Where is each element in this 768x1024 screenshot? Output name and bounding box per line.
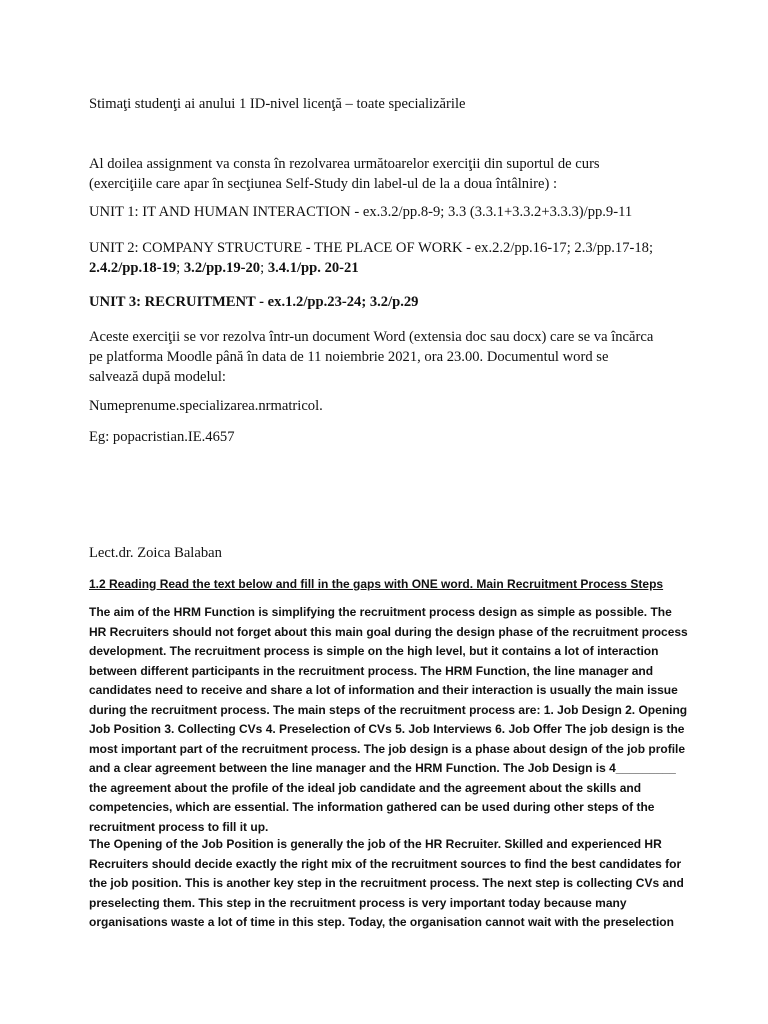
filename-model: Numeprenume.specializarea.nrmatricol.: [89, 398, 323, 414]
paragraph-line: candidates need to receive and share a lot of information and their interaction is usually the main issue: [89, 683, 678, 697]
unit2-separator: ;: [260, 260, 268, 276]
instructions-line: pe platforma Moodle până în data de 11 noiembrie 2021, ora 23.00. Documentul word se: [89, 349, 609, 365]
paragraph-line: the agreement about the profile of the ideal job candidate and the agreement about the skills and: [89, 780, 642, 795]
paragraph-line: organisations waste a lot of time in this step. Today, the organisation cannot wait with the preselection: [89, 915, 674, 929]
unit2-ref: 3.2/pp.19-20: [183, 260, 261, 276]
unit2-line1: UNIT 2: COMPANY STRUCTURE - THE PLACE OF WORK - ex.2.2/pp.16-17; 2.3/pp.17-18;: [89, 240, 654, 256]
paragraph-line: Recruiters should decide exactly the right mix of the recruitment sources to find the best candidates for: [89, 856, 682, 871]
instructions-line: Aceste exerciţii se vor rezolva într-un document Word (extensia doc sau docx) care se va încărca: [89, 329, 654, 345]
intro-paragraph: [89, 154, 689, 194]
instructions-line: salvează după modelul:: [89, 369, 226, 385]
unit3-refs: ex.1.2/pp.23-24; 3.2/p.29: [267, 294, 419, 310]
paragraph-line: competencies, which are essential. The information gathered can be used during other steps of the: [89, 800, 655, 814]
unit3-prefix: UNIT 3: RECRUITMENT -: [89, 294, 268, 310]
exercise-paragraph-1: [89, 603, 689, 837]
paragraph-line: the job position. This is another key step in the recruitment process. The next step is collecting CVs and: [89, 876, 684, 890]
intro-line: Al doilea assignment va consta în rezolvarea următoarelor exerciţii din suportul de curs: [89, 156, 600, 172]
paragraph-line: recruitment process to fill it up.: [89, 819, 269, 834]
unit2-ref: 2.4.2/pp.18-19: [89, 260, 177, 276]
paragraph-line: HR Recruiters should not forget about this main goal during the design phase of the recruitment process: [89, 624, 688, 639]
unit3-line: [89, 292, 689, 312]
paragraph-line: The Opening of the Job Position is generally the job of the HR Recruiter. Skilled and experienced HR: [89, 837, 662, 851]
unit1-line: UNIT 1: IT AND HUMAN INTERACTION - ex.3.2/pp.8-9; 3.3 (3.3.1+3.3.2+3.3.3)/pp.9-11: [89, 204, 633, 220]
exercise-heading: 1.2 Reading Read the text below and fill in the gaps with ONE word. Main Recruitment Process Steps: [89, 577, 664, 591]
paragraph-line: most important part of the recruitment process. The job design is a phase about design of the job profile: [89, 741, 686, 756]
paragraph-line: and a clear agreement between the line manager and the HRM Function. The Job Design is 4_________: [89, 761, 676, 775]
greeting-line: Stimaţi studenţi ai anului 1 ID-nivel licenţă – toate specializările: [89, 96, 466, 112]
paragraph-line: The aim of the HRM Function is simplifying the recruitment process design as simple as possible. The: [89, 605, 672, 619]
instructions-paragraph: [89, 327, 689, 387]
paragraph-line: during the recruitment process. The main steps of the recruitment process are: 1. Job Design 2. Opening: [89, 702, 688, 717]
unit2-paragraph: [89, 238, 689, 278]
intro-line: (exerciţiile care apar în secţiunea Self-Study din label-ul de la a doua întâlnire) :: [89, 176, 558, 192]
exercise-paragraph-2: [89, 835, 689, 933]
example-filename: Eg: popacristian.IE.4657: [89, 429, 235, 445]
unit2-separator: ;: [176, 260, 184, 276]
signature: Lect.dr. Zoica Balaban: [89, 545, 222, 561]
paragraph-line: preselecting them. This step in the recruitment process is very important today because many: [89, 895, 627, 910]
unit2-ref: 3.4.1/pp. 20-21: [267, 260, 359, 276]
unit2-line2: [89, 258, 689, 278]
paragraph-line: between different participants in the recruitment process. The HRM Function, the line manager and: [89, 663, 654, 678]
paragraph-line: Job Position 3. Collecting CVs 4. Preselection of CVs 5. Job Interviews 6. Job Offer The job design is the: [89, 722, 685, 736]
paragraph-line: development. The recruitment process is simple on the high level, but it contains a lot of interaction: [89, 644, 659, 658]
